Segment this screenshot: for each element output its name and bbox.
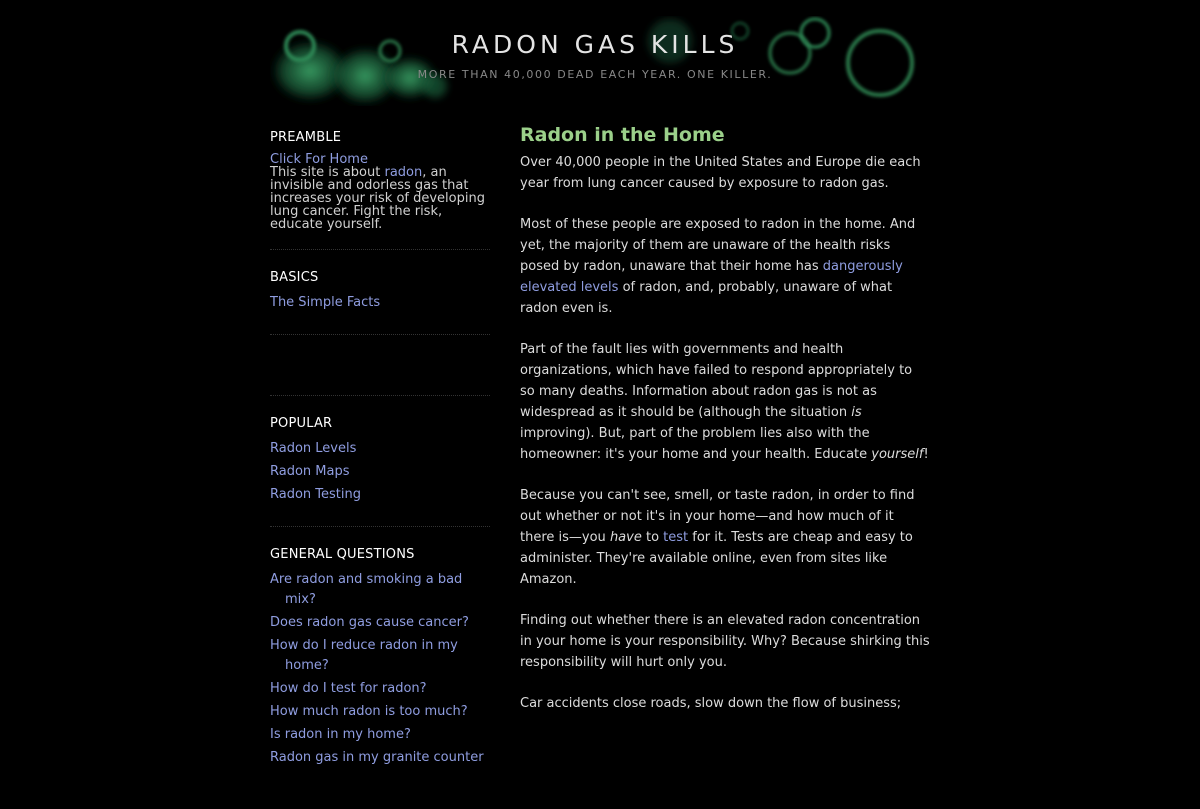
p4-text-c: for it. Tests are cheap and easy to administer. They're available online, even from sites like Amazon. <box>520 530 913 587</box>
elevated-levels-link[interactable]: dangerously elevated levels <box>520 259 903 295</box>
sidebar <box>270 130 490 809</box>
popular-heading: POPULAR <box>270 416 333 431</box>
question-link-too-much[interactable]: How much radon is too much? <box>270 704 468 719</box>
radon-levels-link[interactable]: Radon Levels <box>270 441 357 456</box>
list-item <box>270 725 490 745</box>
list-item <box>270 748 490 768</box>
paragraph-1: Over 40,000 people in the United States and Europe die each year from lung cancer caused by exposure to radon gas. <box>520 155 921 191</box>
paragraph-2 <box>520 214 930 319</box>
empty-section <box>270 355 490 396</box>
home-link[interactable]: Click For Home <box>270 152 368 167</box>
question-link-test[interactable]: How do I test for radon? <box>270 681 427 696</box>
p4-text-b: to <box>641 530 664 545</box>
page-title: Radon in the Home <box>520 124 725 146</box>
list-item <box>270 679 490 699</box>
paragraph-3 <box>520 339 930 465</box>
p2-text-a: Most of these people are exposed to radon in the home. And yet, the majority of them are unaware of the health risks posed by radon, unaware that their home has <box>520 217 916 274</box>
question-link-in-home[interactable]: Is radon in my home? <box>270 727 411 742</box>
preamble-text <box>270 153 490 231</box>
general-questions-heading: GENERAL QUESTIONS <box>270 547 415 562</box>
list-item <box>270 702 490 722</box>
site-tagline: MORE THAN 40,000 DEAD EACH YEAR. ONE KILLER. <box>417 68 773 81</box>
preamble-text-after: , an invisible and odorless gas that increases your risk of developing lung cancer. Fight the risk, educate yourself. <box>270 165 485 232</box>
question-link-cancer[interactable]: Does radon gas cause cancer? <box>270 615 469 630</box>
paragraph-5: Finding out whether there is an elevated radon concentration in your home is your responsibility. Why? Because shirking this responsibility will hurt only you. <box>520 613 930 670</box>
question-link-granite[interactable]: Radon gas in my granite counter <box>270 750 484 765</box>
radon-maps-link[interactable]: Radon Maps <box>270 464 350 479</box>
radon-testing-link[interactable]: Radon Testing <box>270 487 361 502</box>
list-item <box>270 570 490 610</box>
question-link-reduce[interactable]: How do I reduce radon in my home? <box>270 638 458 673</box>
basics-heading: BASICS <box>270 270 319 285</box>
preamble-heading: PREAMBLE <box>270 130 342 145</box>
list-item <box>270 613 490 633</box>
p3-text-b: improving). But, part of the problem lies also with the homeowner: it's your home and your health. Educate <box>520 426 872 462</box>
p3-emphasis-is: is <box>851 405 862 420</box>
p2-text-b: of radon, and, probably, unaware of what radon even is. <box>520 280 893 316</box>
list-item <box>270 293 490 313</box>
simple-facts-link[interactable]: The Simple Facts <box>270 295 381 310</box>
list-item <box>270 485 490 505</box>
p4-text-a: Because you can't see, smell, or taste radon, in order to find out whether or not it's in your home—and how much of it there is—you <box>520 488 915 545</box>
question-link-smoking[interactable]: Are radon and smoking a bad mix? <box>270 572 463 607</box>
list-item <box>270 439 490 459</box>
list-item <box>270 462 490 482</box>
paragraph-4 <box>520 485 930 590</box>
main-content <box>520 124 930 734</box>
popular-section <box>270 416 490 527</box>
p3-text-a: Part of the fault lies with governments and health organizations, which have failed to respond appropriately to so many deaths. Information about radon gas is not as widespread as it should be (although the situation <box>520 342 913 420</box>
site-header <box>270 16 920 106</box>
preamble-section <box>270 130 490 250</box>
p3-emphasis-yourself: yourself <box>871 447 924 462</box>
test-link[interactable]: test <box>663 530 689 545</box>
list-item <box>270 636 490 676</box>
general-questions-section <box>270 547 490 789</box>
radon-link[interactable]: radon <box>384 165 423 180</box>
general-questions-list <box>270 570 490 768</box>
basics-section <box>270 270 490 335</box>
popular-list <box>270 439 490 505</box>
p3-text-c: ! <box>923 447 929 462</box>
p4-emphasis-have: have <box>609 530 642 545</box>
paragraph-6: Car accidents close roads, slow down the flow of business; <box>520 696 902 711</box>
preamble-text-before: This site is about <box>270 165 385 180</box>
basics-list <box>270 293 490 313</box>
site-title: RADON GAS KILLS <box>451 30 739 59</box>
